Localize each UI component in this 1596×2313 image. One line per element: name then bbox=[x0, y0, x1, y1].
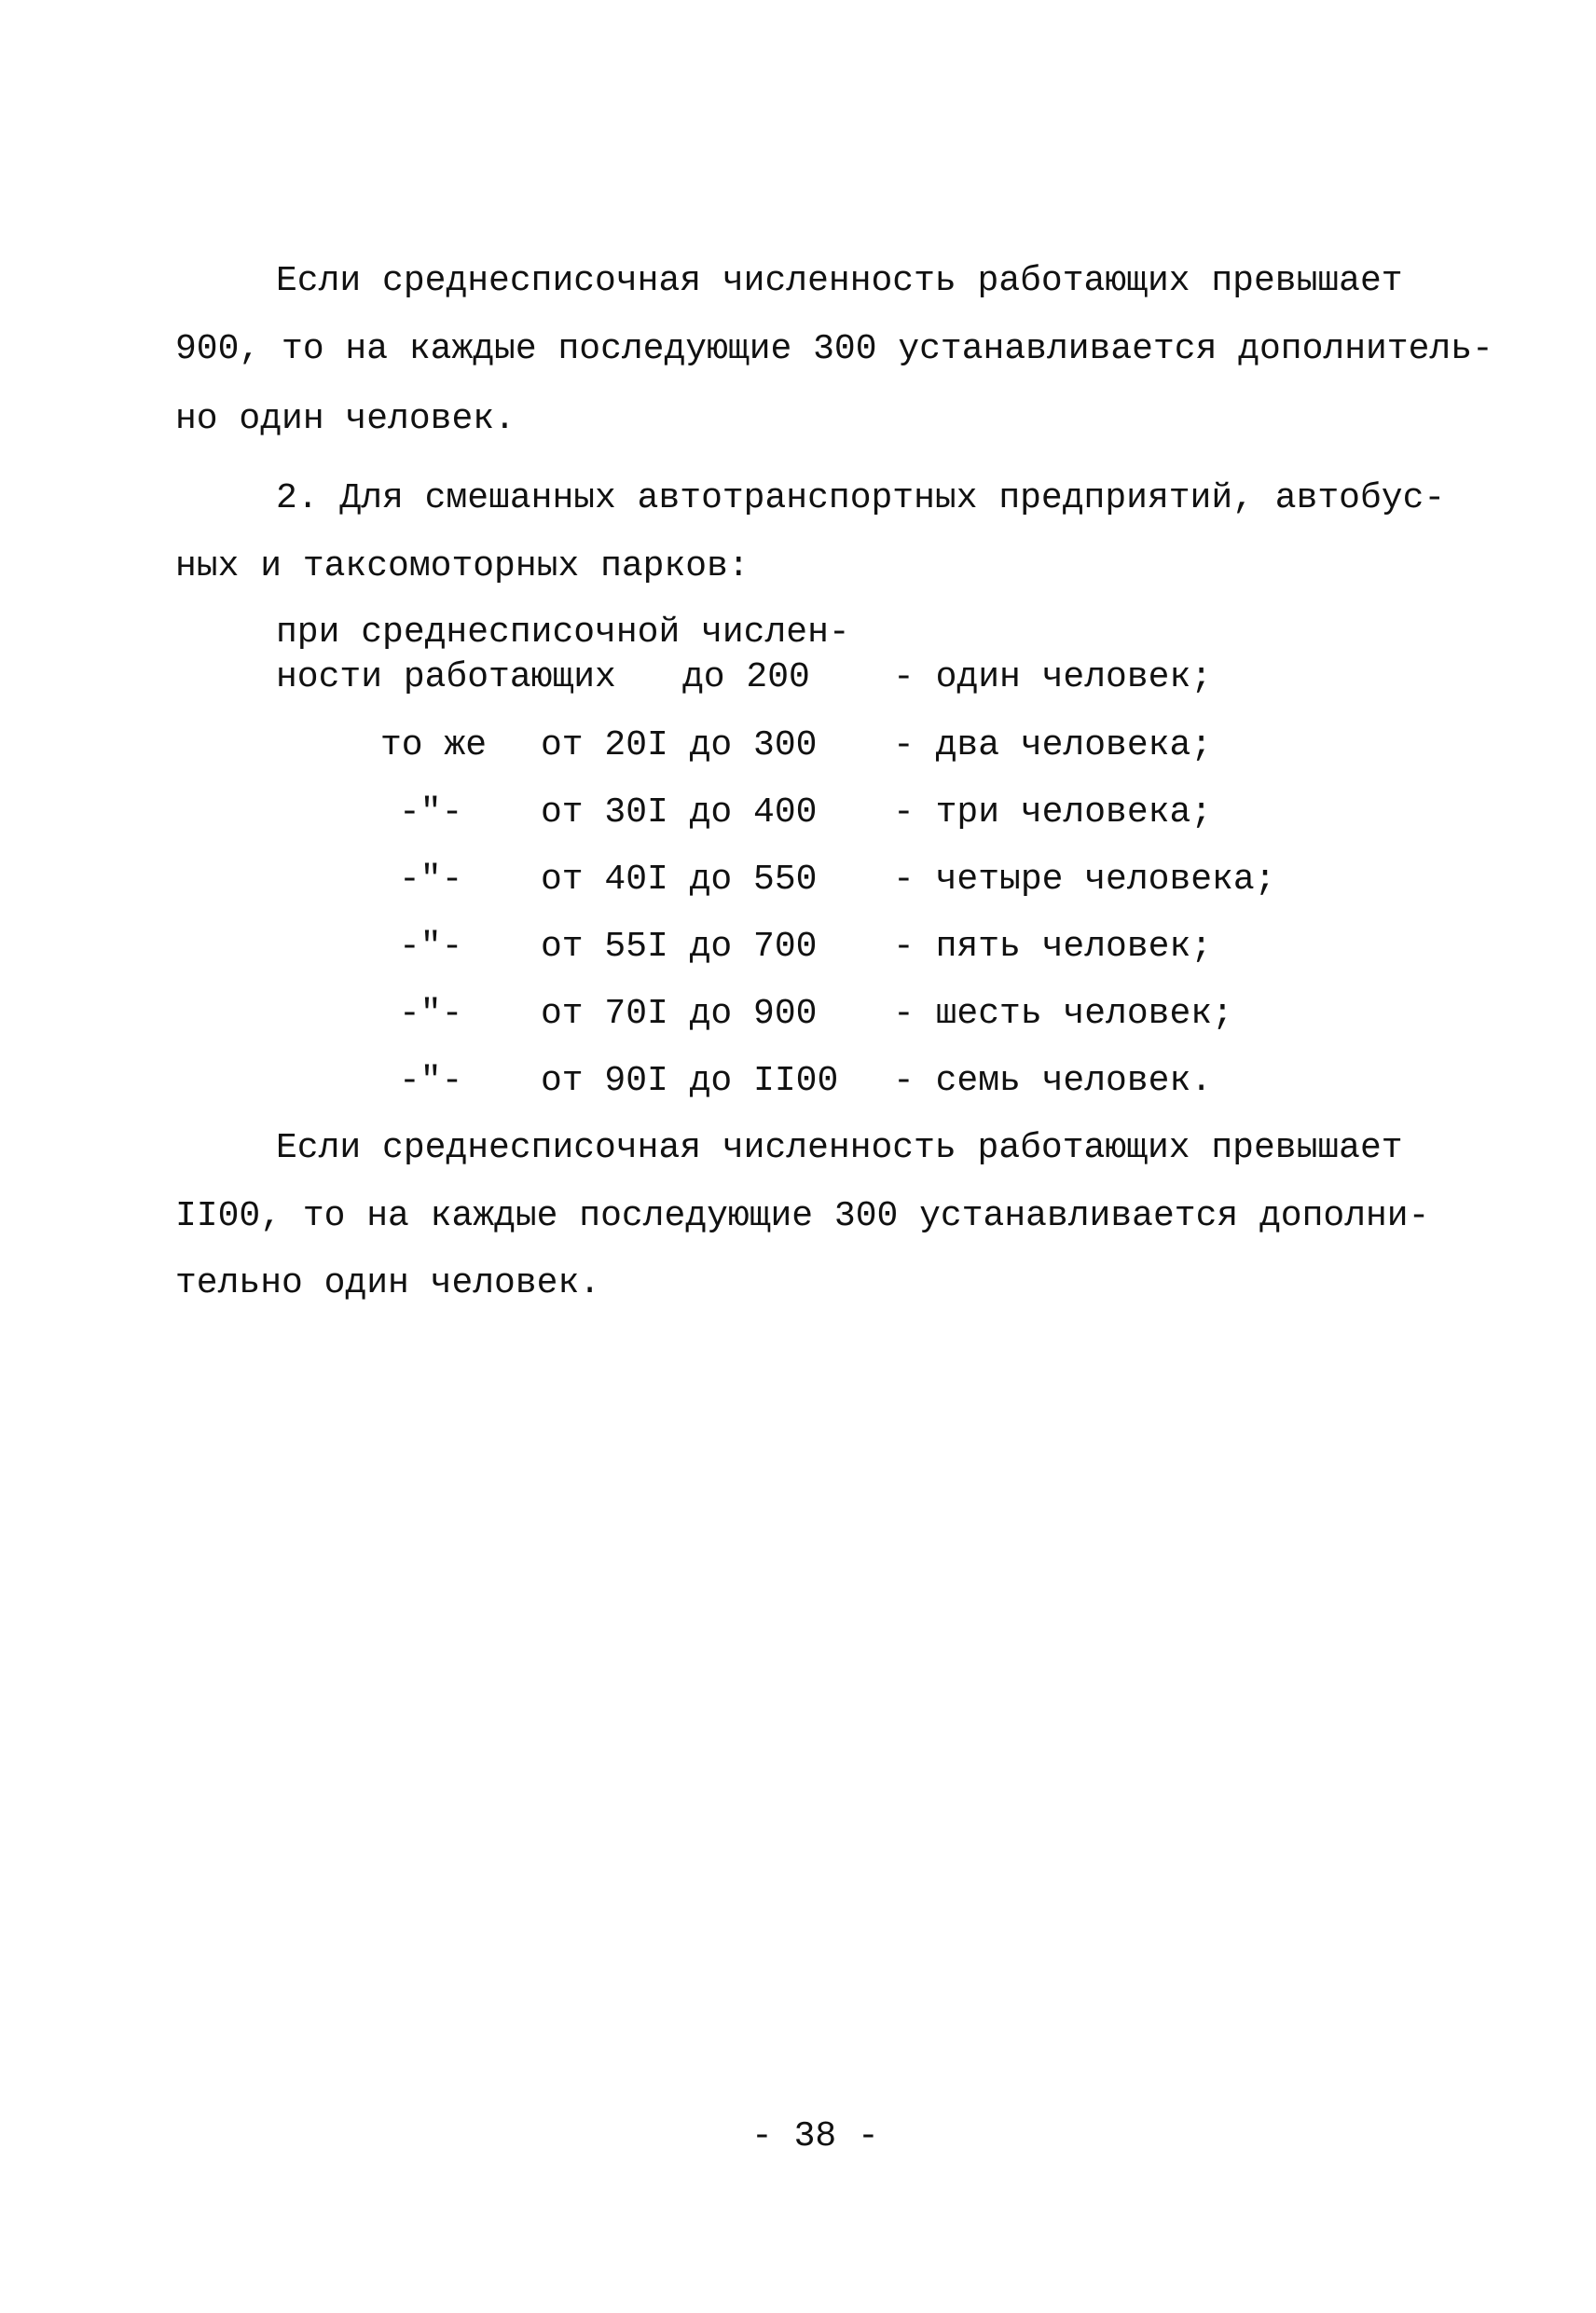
table-row-result: - три человека; bbox=[893, 792, 1213, 833]
table-row-result: - два человека; bbox=[893, 725, 1213, 765]
paragraph-1-line-1: Если среднесписочная численность работающих превышает bbox=[276, 261, 1403, 301]
paragraph-2-line-2: ных и таксомоторных парков: bbox=[175, 546, 750, 586]
table-row-result: - шесть человек; bbox=[893, 994, 1233, 1034]
paragraph-2-line-1: 2. Для смешанных автотранспортных предприятий, автобус- bbox=[276, 478, 1446, 518]
table-header-line-2-left: ности работающих bbox=[276, 657, 616, 697]
table-row-range: от 30I до 400 bbox=[541, 792, 818, 833]
table-row-range: от 40I до 550 bbox=[541, 860, 818, 900]
table-row-ditto: то же bbox=[380, 725, 488, 765]
paragraph-3-line-1: Если среднесписочная численность работающих превышает bbox=[276, 1128, 1403, 1168]
paragraph-3-line-3: тельно один человек. bbox=[175, 1263, 601, 1303]
table-row-ditto: -"- bbox=[399, 994, 463, 1034]
table-header-line-1: при среднесписочной числен- bbox=[276, 613, 850, 653]
table-row-result: - четыре человека; bbox=[893, 860, 1276, 900]
table-row-result: - пять человек; bbox=[893, 927, 1213, 967]
table-row-ditto: -"- bbox=[399, 1061, 463, 1101]
paragraph-1-line-3: но один человек. bbox=[175, 399, 516, 439]
table-row-ditto: -"- bbox=[399, 927, 463, 967]
table-row-range: от 55I до 700 bbox=[541, 927, 818, 967]
table-row-range: от 20I до 300 bbox=[541, 725, 818, 765]
paragraph-1-line-2: 900, то на каждые последующие 300 устанавливается дополнитель- bbox=[175, 329, 1493, 369]
table-row-result: - семь человек. bbox=[893, 1061, 1213, 1101]
table-row-range: от 90I до II00 bbox=[541, 1061, 839, 1101]
table-header-result: - один человек; bbox=[893, 657, 1213, 697]
paragraph-3-line-2: II00, то на каждые последующие 300 устанавливается дополни- bbox=[175, 1196, 1430, 1236]
table-row-range: от 70I до 900 bbox=[541, 994, 818, 1034]
table-row-ditto: -"- bbox=[399, 792, 463, 833]
page-number: - 38 - bbox=[751, 2116, 879, 2156]
table-header-range: до 200 bbox=[682, 657, 810, 697]
table-row-ditto: -"- bbox=[399, 860, 463, 900]
